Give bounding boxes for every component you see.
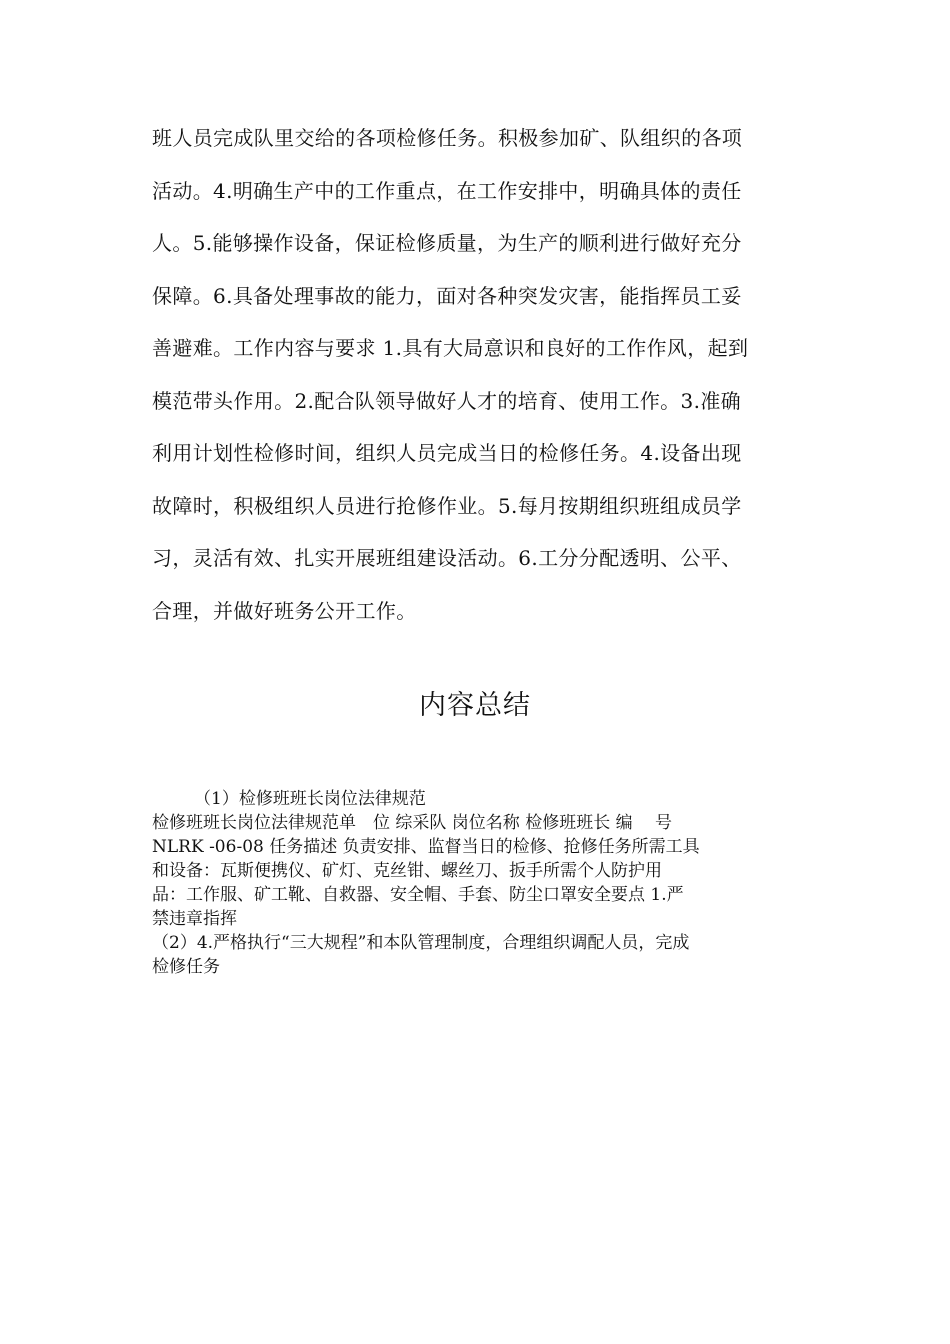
- body-line: 善避难。工作内容与要求 1.具有大局意识和良好的工作作风，起到: [152, 336, 749, 360]
- body-line: 习，灵活有效、扎实开展班组建设活动。6.工分分配透明、公平、: [152, 546, 742, 570]
- body-line: 利用计划性检修时间，组织人员完成当日的检修任务。4.设备出现: [152, 441, 742, 465]
- body-line: 班人员完成队里交给的各项检修任务。积极参加矿、队组织的各项: [152, 126, 743, 150]
- body-line: 保障。6.具备处理事故的能力，面对各种突发灾害，能指挥员工妥: [152, 283, 742, 308]
- summary-line: （2）4.严格执行“三大规程”和本队管理制度，合理组织调配人员，完成: [152, 933, 690, 953]
- summary-line: 检修班班长岗位法律规范单 位 综采队 岗位名称 检修班班长 编 号: [152, 813, 673, 833]
- summary-line: 禁违章指挥: [152, 909, 237, 929]
- summary-line: 品：工作服、矿工靴、自救器、安全帽、手套、防尘口罩安全要点 1.严: [152, 885, 684, 905]
- summary-block: [152, 787, 802, 979]
- body-line: 模范带头作用。2.配合队领导做好人才的培育、使用工作。3.准确: [152, 388, 742, 413]
- body-line: 活动。4.明确生产中的工作重点，在工作安排中，明确具体的责任: [152, 178, 742, 203]
- body-line: 人。5.能够操作设备，保证检修质量，为生产的顺利进行做好充分: [152, 231, 742, 255]
- body-line: 合理，并做好班务公开工作。: [152, 598, 417, 623]
- summary-line: 检修任务: [152, 957, 220, 977]
- section-title: 内容总结: [419, 690, 531, 721]
- body-line: 故障时，积极组织人员进行抢修作业。5.每月按期组织班组成员学: [152, 493, 742, 518]
- summary-line: NLRK -06-08 任务描述 负责安排、监督当日的检修、抢修任务所需工具: [152, 837, 700, 857]
- body-paragraph: [152, 116, 800, 641]
- summary-line: （1）检修班班长岗位法律规范: [194, 789, 426, 809]
- summary-line: 和设备：瓦斯便携仪、矿灯、克丝钳、螺丝刀、扳手所需个人防护用: [152, 861, 662, 881]
